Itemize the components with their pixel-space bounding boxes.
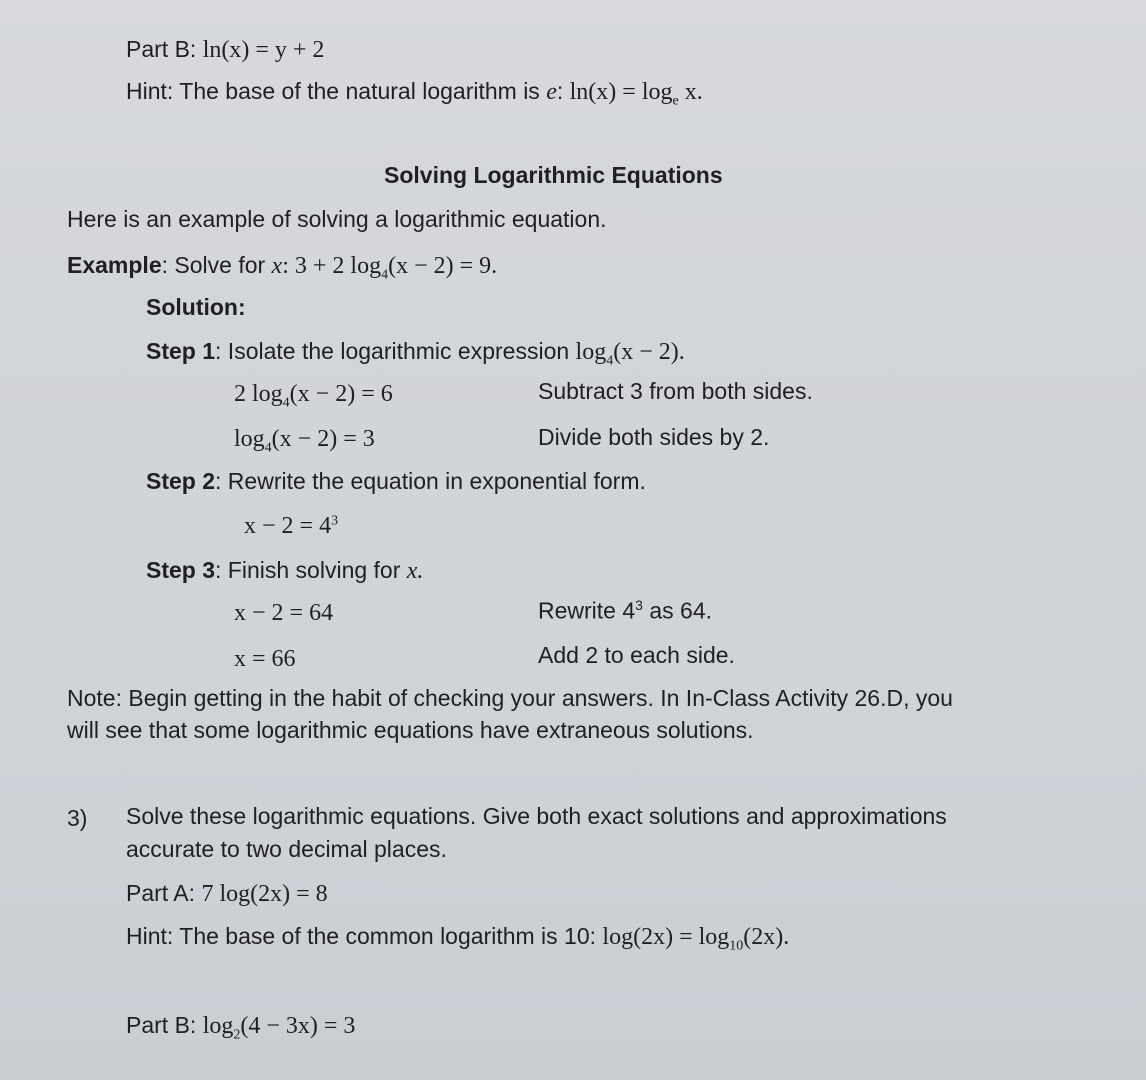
- top-hint-e: e: [546, 79, 557, 105]
- step3-label: Step 3: [146, 557, 216, 583]
- step1-eq-a: log: [575, 339, 607, 365]
- solution-label: Solution:: [146, 294, 246, 320]
- step3-row2-note: Add 2 to each side.: [538, 642, 735, 668]
- step3-row1-eq: x − 2 = 64: [234, 600, 334, 626]
- problem3-hint-eq-a: log(2x) = log: [602, 924, 730, 950]
- example-line: [67, 252, 497, 284]
- step1-text: : Isolate the logarithmic expression: [215, 338, 576, 364]
- step1-row2-sub: 4: [264, 440, 272, 456]
- top-hint-text: Hint: The base of the natural logarithm is: [126, 78, 547, 104]
- step1-row2-eq-b: (x − 2) = 3: [271, 426, 375, 452]
- step1-label: Step 1: [146, 338, 216, 364]
- step1-row1-equation: [234, 380, 393, 412]
- top-hint-sub: e: [672, 93, 679, 109]
- step1-row1-note: Subtract 3 from both sides.: [538, 378, 813, 404]
- problem3-line-1: Solve these logarithmic equations. Give both exact solutions and approximations: [126, 803, 947, 829]
- top-part-b-label: Part B:: [126, 36, 203, 62]
- example-sub: 4: [381, 267, 389, 283]
- step3-row1-equation: [234, 599, 333, 628]
- example-text: : Solve for: [161, 252, 272, 278]
- step1-row2-eq-a: log: [234, 426, 265, 452]
- problem3-part-a-label: Part A:: [126, 880, 202, 906]
- problem3-hint-sub: 10: [729, 938, 744, 954]
- step1-line: [146, 338, 685, 370]
- top-part-b: [126, 36, 324, 65]
- top-hint-eq-a: ln(x) = log: [569, 79, 673, 105]
- step3-row1-note-a: Rewrite 4: [538, 597, 636, 624]
- problem3-part-b: [126, 1012, 355, 1044]
- step1-row1-eq-b: (x − 2) = 6: [289, 381, 393, 407]
- step2-equation: [244, 512, 338, 541]
- step2-sup: 3: [331, 513, 339, 529]
- top-hint: [126, 78, 703, 110]
- step1-row2-note: Divide both sides by 2.: [538, 424, 770, 450]
- step3-row2-equation: [234, 645, 296, 674]
- section-title: Solving Logarithmic Equations: [384, 162, 723, 188]
- problem3-part-a-eq: 7 log(2x) = 8: [201, 881, 328, 907]
- top-hint-eq-b: x.: [678, 79, 703, 105]
- problem3-hint-eq-b: (2x).: [743, 924, 790, 950]
- note-line-1: Note: Begin getting in the habit of checking your answers. In In-Class Activity 26.D, you: [67, 685, 953, 711]
- example-var: x: [271, 253, 283, 279]
- problem3-part-a: [126, 880, 328, 909]
- problem3-line-2: accurate to two decimal places.: [126, 836, 447, 862]
- step1-sub: 4: [606, 353, 614, 369]
- step1-row2-equation: [234, 425, 375, 457]
- step3-var: x.: [406, 558, 424, 584]
- problem3-part-b-sub: 2: [233, 1027, 241, 1043]
- problem3-hint: [126, 923, 789, 955]
- problem3-part-b-eq-a: log: [202, 1013, 234, 1039]
- step1-row1-eq-a: 2 log: [234, 381, 283, 407]
- example-eq-a: : 3 + 2 log: [282, 253, 382, 279]
- top-part-b-equation: ln(x) = y + 2: [202, 37, 325, 63]
- problem3-number: 3): [67, 805, 88, 831]
- step2-line: [146, 468, 646, 496]
- step2-text: : Rewrite the equation in exponential form.: [215, 468, 646, 494]
- example-label: Example: [67, 252, 162, 278]
- step3-line: [146, 557, 423, 586]
- note-line-2: will see that some logarithmic equations have extraneous solutions.: [67, 717, 754, 743]
- problem3-part-b-label: Part B:: [126, 1012, 203, 1038]
- problem3-hint-text: Hint: The base of the common logarithm is 10:: [126, 923, 603, 949]
- step1-eq-b: (x − 2).: [613, 339, 685, 365]
- example-eq-b: (x − 2) = 9.: [388, 253, 498, 279]
- step3-row1-note-sup: 3: [635, 597, 643, 613]
- top-hint-colon: :: [556, 78, 570, 104]
- step1-row1-sub: 4: [282, 395, 290, 411]
- step2-label: Step 2: [146, 468, 216, 494]
- problem3-part-b-eq-b: (4 − 3x) = 3: [240, 1013, 356, 1039]
- step3-row1-note-b: as 64.: [642, 597, 712, 624]
- step3-text: : Finish solving for: [215, 557, 407, 583]
- step3-row1-note: [538, 597, 712, 625]
- step2-eq-a: x − 2 = 4: [244, 513, 332, 539]
- section-intro: Here is an example of solving a logarithmic equation.: [67, 206, 607, 232]
- step3-row2-eq: x = 66: [234, 646, 296, 672]
